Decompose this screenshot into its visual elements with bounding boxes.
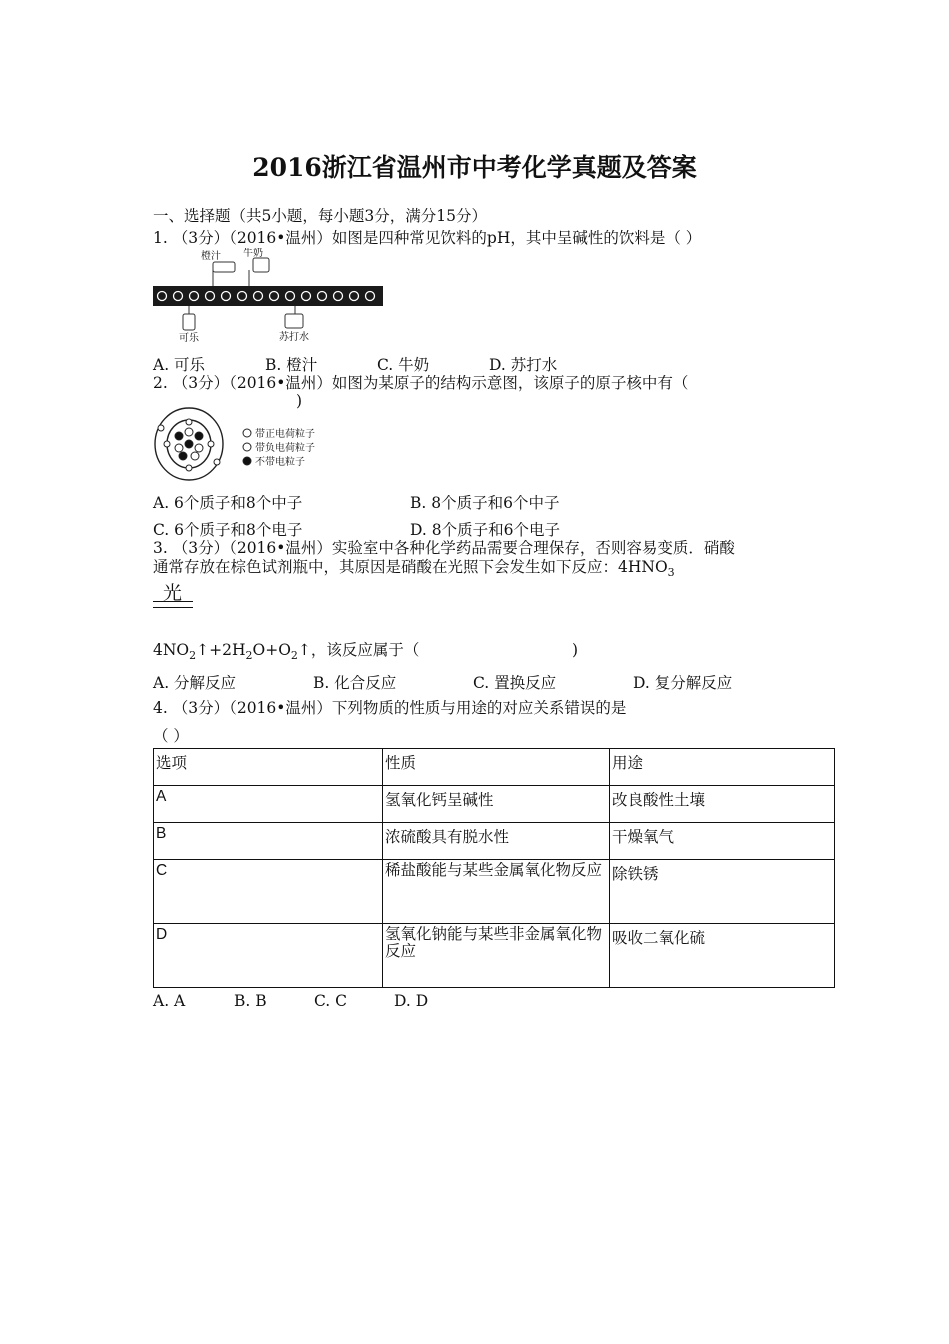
q3-option-c[interactable]: C. 置换反应: [473, 674, 557, 692]
q4-option-a[interactable]: A. A: [153, 992, 186, 1010]
q3-option-a[interactable]: A. 分解反应: [153, 674, 237, 692]
label-orange-juice: 橙汁: [201, 251, 221, 262]
table-cell: 干燥氧气: [610, 823, 835, 860]
label-cola: 可乐: [179, 333, 199, 344]
section-heading: 一、选择题（共5小题，每小题3分，满分15分）: [153, 207, 487, 225]
table-cell: 改良酸性土壤: [610, 786, 835, 823]
q4-blank: （ ）: [153, 727, 189, 745]
q2-stem: 2. （3分）（2016•温州）如图为某原子的结构示意图，该原子的原子核中有（: [153, 374, 689, 392]
table-cell: 浓硫酸具有脱水性: [383, 823, 610, 860]
table-row: [154, 860, 835, 924]
legend-positive: 带正电荷粒子: [255, 429, 315, 440]
q2-option-c[interactable]: C. 6个质子和8个电子: [153, 521, 303, 539]
q1-option-a[interactable]: A. 可乐: [153, 356, 206, 374]
table-row: [154, 786, 835, 823]
q3-stem-line2: 通常存放在棕色试剂瓶中，其原因是硝酸在光照下会发生如下反应：$4HNO_3$: [153, 558, 675, 579]
table-cell: D: [154, 924, 383, 988]
label-milk: 牛奶: [243, 248, 263, 259]
q3-equation: $4NO_2↑+2H_2O+O_2↑$，该反应属于（: [153, 641, 420, 662]
q2-stem-end: ): [296, 392, 303, 410]
reaction-equals-sign: [153, 601, 193, 608]
q3-stem-line1: 3. （3分）（2016•温州）实验室中各种化学药品需要合理保存，否则容易变质．硝酸: [153, 539, 735, 557]
q4-stem: 4. （3分）（2016•温州）下列物质的性质与用途的对应关系错误的是: [153, 699, 627, 717]
q2-option-d[interactable]: D. 8个质子和6个电子: [410, 521, 560, 539]
q1-option-c[interactable]: C. 牛奶: [377, 356, 430, 374]
q4-table: [153, 748, 835, 988]
table-row: [154, 924, 835, 988]
legend-neutral: 不带电粒子: [255, 457, 305, 468]
table-cell: 氢氧化钠能与某些非金属氧化物反应: [383, 924, 610, 988]
q3-option-d[interactable]: D. 复分解反应: [633, 674, 733, 692]
q1-option-d[interactable]: D. 苏打水: [489, 356, 558, 374]
q2-option-b[interactable]: B. 8个质子和6个中子: [410, 494, 560, 512]
q3-option-b[interactable]: B. 化合反应: [313, 674, 397, 692]
table-header-cell: 用途: [610, 749, 835, 786]
table-cell: B: [154, 823, 383, 860]
q4-option-d[interactable]: D. D: [394, 992, 429, 1010]
q4-option-c[interactable]: C. C: [314, 992, 348, 1010]
table-row: [154, 823, 835, 860]
q1-option-b[interactable]: B. 橙汁: [265, 356, 318, 374]
page-title: 2016浙江省温州市中考化学真题及答案: [252, 153, 697, 182]
table-header-cell: 性质: [383, 749, 610, 786]
q2-option-a[interactable]: A. 6个质子和8个中子: [153, 494, 303, 512]
table-cell: 吸收二氧化硫: [610, 924, 835, 988]
table-header-row: [154, 749, 835, 786]
table-cell: A: [154, 786, 383, 823]
label-soda-water: 苏打水: [279, 332, 309, 343]
reaction-condition: 光: [163, 582, 183, 604]
q4-option-b[interactable]: B. B: [234, 992, 267, 1010]
atom-structure-figure: [153, 404, 333, 484]
q3-equation-end: ): [572, 641, 579, 659]
table-header-cell: 选项: [154, 749, 383, 786]
table-cell: C: [154, 860, 383, 924]
table-cell: 氢氧化钙呈碱性: [383, 786, 610, 823]
ph-scale-figure: [153, 248, 385, 344]
q1-stem: 1. （3分）（2016•温州）如图是四种常见饮料的pH，其中呈碱性的饮料是（ ）: [153, 229, 702, 247]
legend-negative: 带负电荷粒子: [255, 443, 315, 454]
table-cell: 稀盐酸能与某些金属氧化物反应: [383, 860, 610, 924]
table-cell: 除铁锈: [610, 860, 835, 924]
